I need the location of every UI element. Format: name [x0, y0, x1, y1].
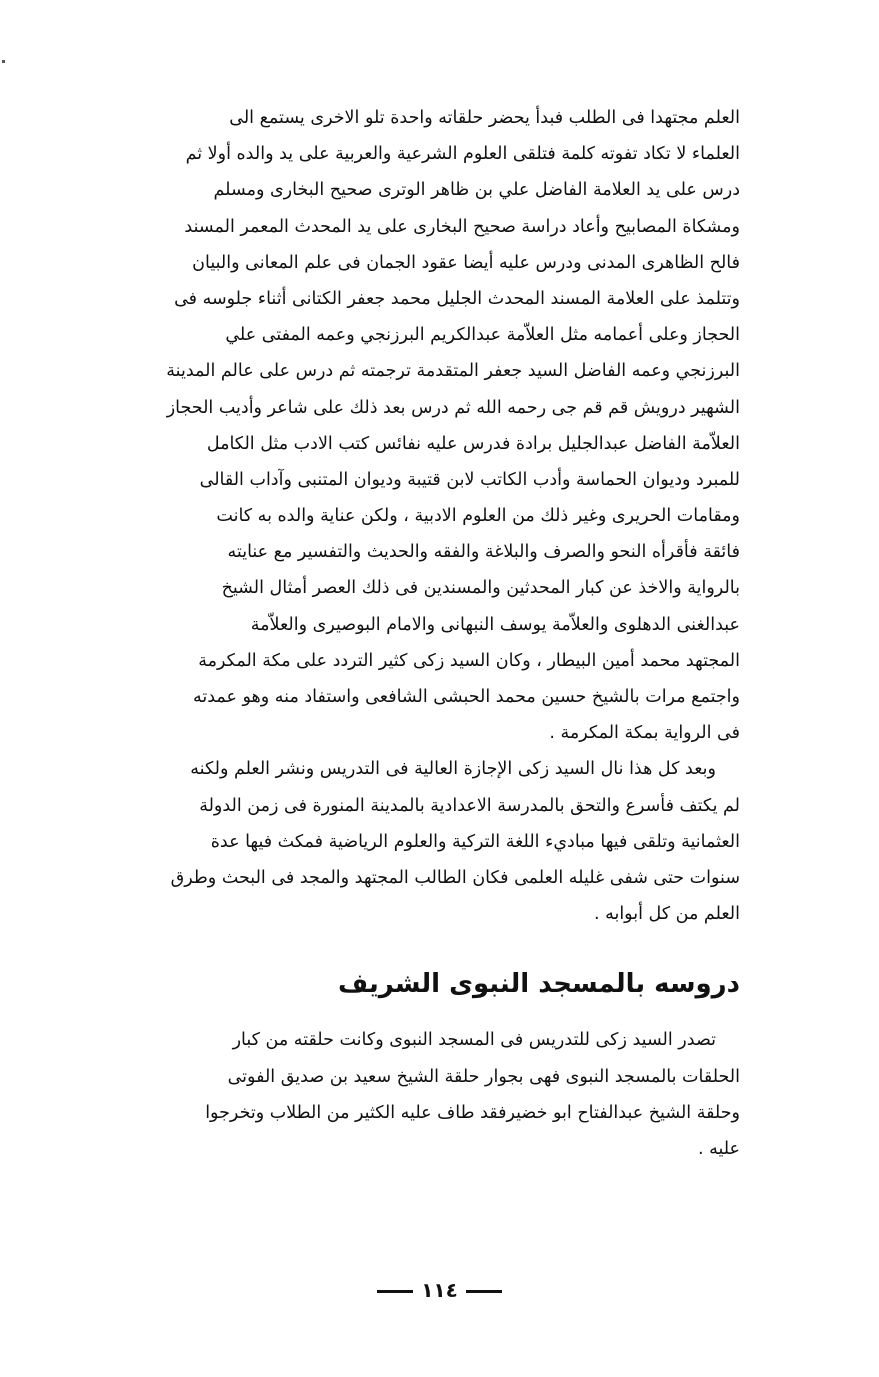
- text-line: العلماء لا تكاد تفوته كلمة فتلقى العلوم الشرعية والعربية على يد والده أولا ثم: [185, 144, 740, 165]
- text-line: الحلقات بالمسجد النبوى فهى بجوار حلقة الشيخ سعيد بن صديق الفوتى: [227, 1066, 740, 1087]
- text-line: الحجاز وعلى أعمامه مثل العلاّمة عبدالكريم البرزنجي وعمه المفتى علي: [225, 325, 740, 346]
- text-line: فائقة فأقرأه النحو والصرف والبلاغة والفقه والحديث والتفسير مع عنايته: [227, 542, 740, 563]
- text-line: عليه .: [697, 1138, 740, 1159]
- text-line: للمبرد وديوان الحماسة وأدب الكاتب لابن قتيبة وديوان المتنبى وآداب القالى: [199, 469, 740, 490]
- paragraph-3: [100, 1022, 740, 1167]
- text-line: المجتهد محمد أمين البيطار ، وكان السيد زكى كثير التردد على مكة المكرمة: [198, 650, 740, 671]
- text-line: العلاّمة الفاضل عبدالجليل برادة فدرس عليه نفائس كتب الادب مثل الكامل: [206, 433, 740, 454]
- document-page: [100, 100, 740, 1280]
- page-footer: [0, 1278, 879, 1302]
- text-line: فى الرواية بمكة المكرمة .: [549, 723, 740, 744]
- text-line: ومقامات الحريرى وغير ذلك من العلوم الادبية ، ولكن عناية والده به كانت: [216, 506, 740, 527]
- footer-dash-left: [377, 1290, 413, 1293]
- paragraph-2: [100, 751, 740, 932]
- text-line: العثمانية وتلقى فيها مباديء اللغة التركية والعلوم الرياضية فمكث فيها عدة: [210, 831, 740, 852]
- page-number: ١١٤: [421, 1278, 458, 1302]
- text-line: العلم مجتهدا فى الطلب فبدأ يحضر حلقاته واحدة تلو الاخرى يستمع الى: [229, 108, 740, 128]
- footer-dash-right: [466, 1290, 502, 1293]
- text-line: الشهير درويش قم قم جى رحمه الله ثم درس بعد ذلك على شاعر وأديب الحجاز: [166, 397, 740, 418]
- text-line: البرزنجي وعمه الفاضل السيد جعفر المتقدمة ترجمته ثم درس على عالم المدينة: [166, 361, 740, 382]
- section-heading: دروسه بالمسجد النبوى الشريف: [338, 969, 740, 1000]
- text-line: بالرواية والاخذ عن كبار المحدثين والمسندين فى ذلك العصر أمثال الشيخ: [221, 578, 740, 599]
- text-line: تصدر السيد زكى للتدريس فى المسجد النبوى وكانت حلقته من كبار: [232, 1030, 716, 1051]
- text-line: لم يكتف فأسرع والتحق بالمدرسة الاعدادية بالمدينة المنورة فى زمن الدولة: [199, 795, 740, 816]
- text-line: وتتلمذ على العلامة المسند المحدث الجليل محمد جعفر الكتانى أثناء جلوسه فى: [174, 288, 740, 309]
- paragraph-1: [100, 100, 740, 751]
- text-line: العلم من كل أبوابه .: [593, 904, 740, 925]
- scan-speck: [2, 60, 5, 63]
- text-line: وبعد كل هذا نال السيد زكى الإجازة العالية فى التدريس ونشر العلم ولكنه: [190, 759, 716, 780]
- text-line: وحلقة الشيخ عبدالفتاح ابو خضيرفقد طاف عليه الكثير من الطلاب وتخرجوا: [205, 1102, 740, 1123]
- text-line: فالح الظاهرى المدنى ودرس عليه أيضا عقود الجمان فى علم المعانى والبيان: [192, 252, 740, 273]
- text-line: ومشكاة المصابيح وأعاد دراسة صحيح البخارى على يد المحدث المعمر المسند: [184, 216, 740, 237]
- text-line: درس على يد العلامة الفاضل علي بن ظاهر الوترى صحيح البخارى ومسلم: [213, 180, 740, 201]
- text-line: واجتمع مرات بالشيخ حسين محمد الحبشى الشافعى واستفاد منه وهو عمدته: [192, 687, 740, 707]
- text-line: عبدالغنى الدهلوى والعلاّمة يوسف النبهانى والامام البوصيرى والعلاّمة: [250, 614, 740, 635]
- text-line: سنوات حتى شفى غليله العلمى فكان الطالب المجتهد والمجد فى البحث وطرق: [170, 867, 740, 888]
